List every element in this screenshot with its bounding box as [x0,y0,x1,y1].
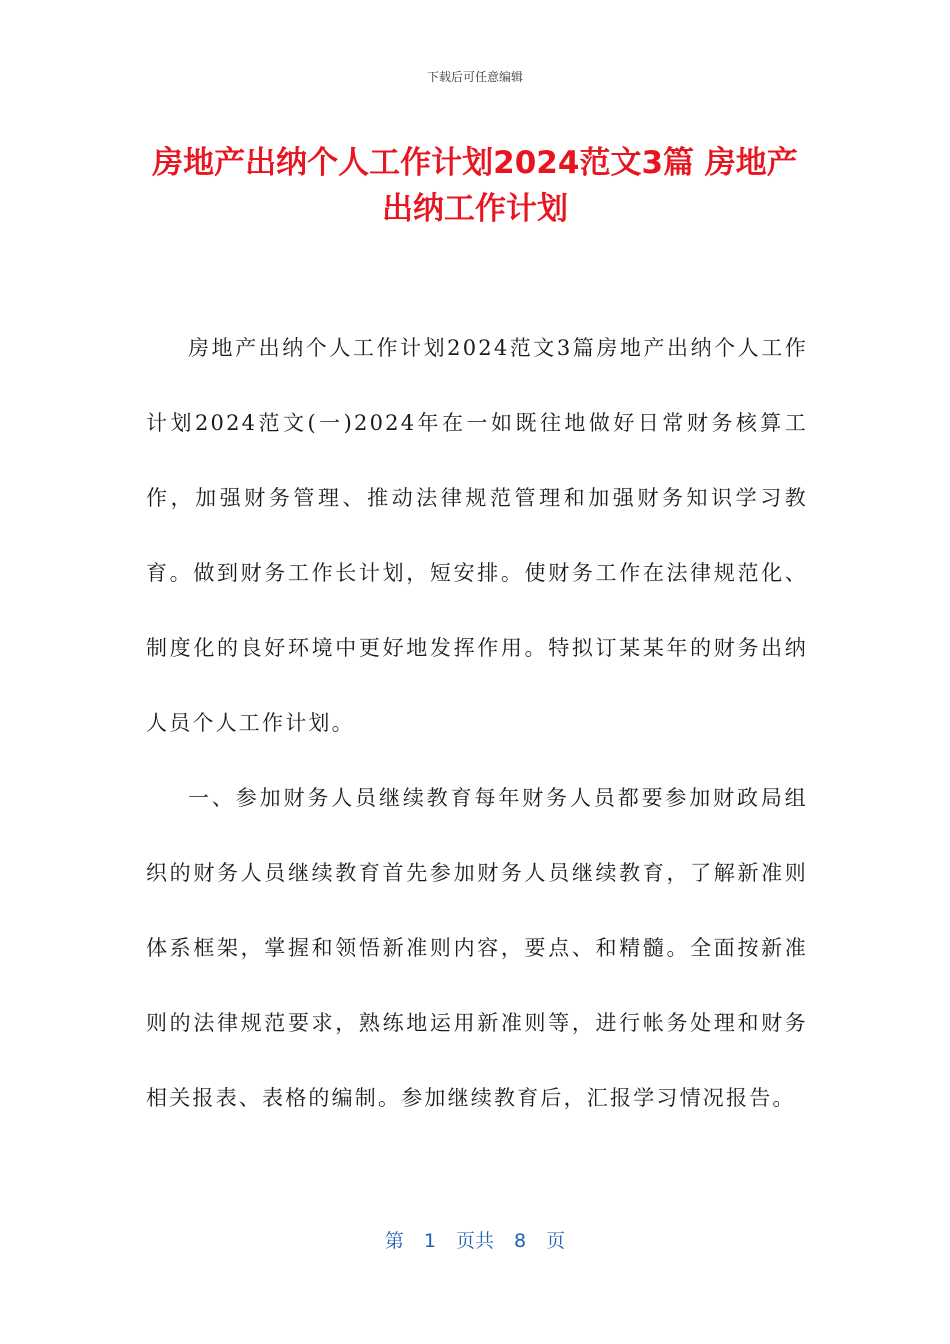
header-note: 下载后可任意编辑 [426,70,523,84]
document-title: 房地产出纳个人工作计划2024范文3篇 房地产出纳工作计划 [152,145,798,227]
body-paragraph: 一、参加财务人员继续教育每年财务人员都要参加财政局组织的财务人员继续教育首先参加财务人员继续教育，了解新准则体系框架，掌握和领悟新准则内容，要点、和精髓。全面按新准则的法律规范要求，熟练地运用新准则等，进行帐务处理和财务相关报表、表格的编制。参加继续教育后，汇报学习情况报告。 [146,786,808,1110]
body-paragraph: 房地产出纳个人工作计划2024范文3篇房地产出纳个人工作计划2024范文(一)2024年在一如既往地做好日常财务核算工作，加强财务管理、推动法律规范管理和加强财务知识学习教育。做到财务工作长计划，短安排。使财务工作在法律规范化、制度化的良好环境中更好地发挥作用。特拟订某某年的财务出纳人员个人工作计划。 [146,336,808,735]
document-body [146,311,808,1136]
page-number-footer: 第 1 页共 8 页 [384,1230,566,1252]
